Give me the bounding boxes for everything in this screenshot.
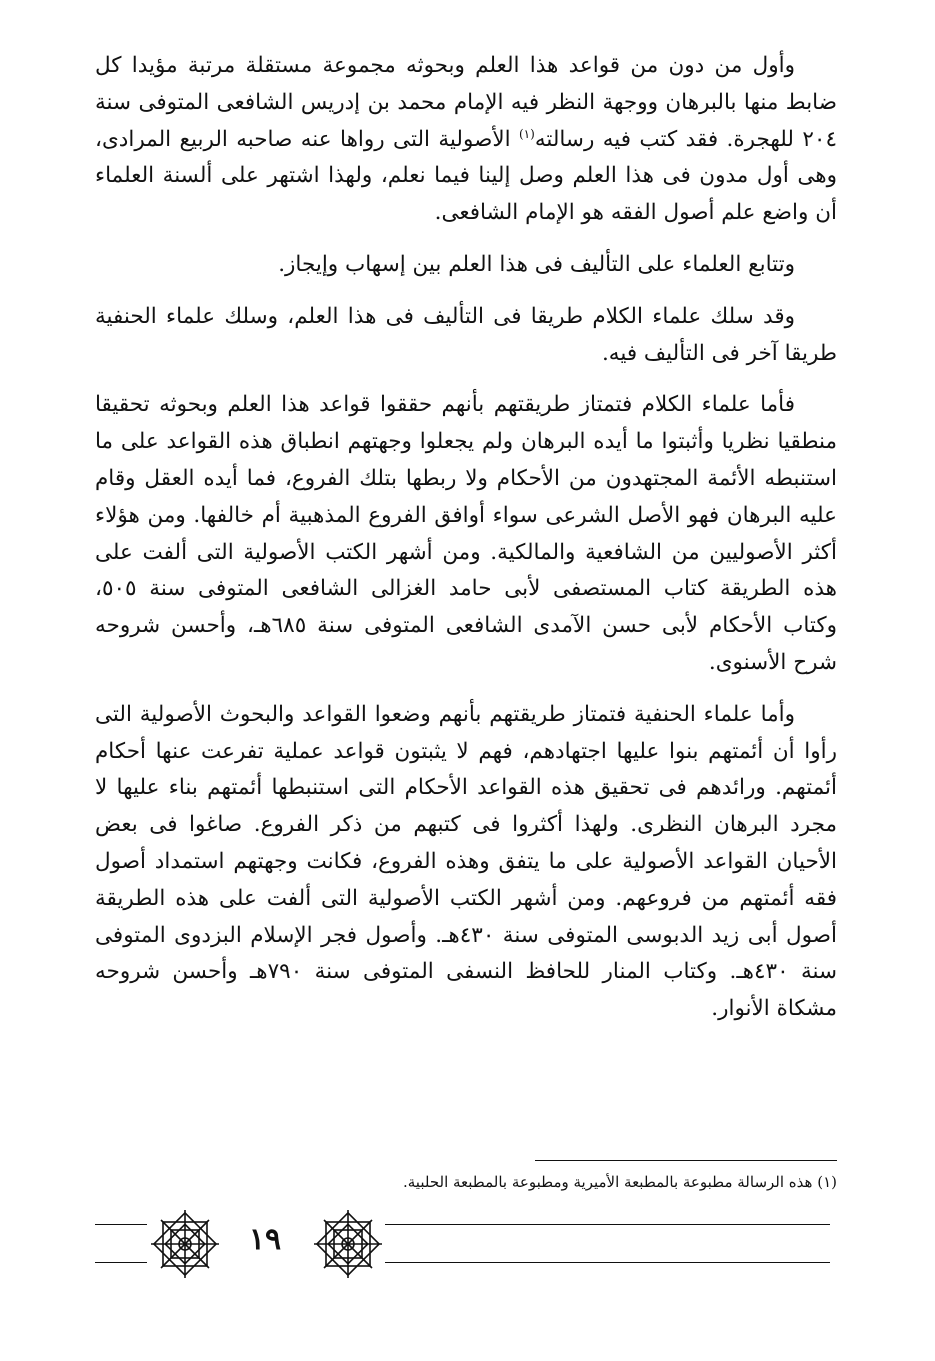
footer-line-right-top xyxy=(385,1224,830,1225)
paragraph-1 xyxy=(95,48,837,232)
paragraph-3: وقد سلك علماء الكلام طريقا فى التأليف فى هذا العلم، وسلك علماء الحنفية طريقا آخر فى التأليف فيه. xyxy=(95,303,837,366)
footnote-text: (١) هذه الرسالة مطبوعة بالمطبعة الأميرية ومطبوعة بالمطبعة الحلبية. xyxy=(402,1173,837,1191)
footnote-divider xyxy=(535,1160,837,1161)
paragraph-2: وتتابع العلماء على التأليف فى هذا العلم بين إسهاب وإيجاز. xyxy=(278,251,795,277)
paragraph-5: وأما علماء الحنفية فتمتاز طريقتهم بأنهم وضعوا القواعد والبحوث الأصولية التى رأوا أن أئمتهم بنوا عليها اجتهادهم، فهم لا يثبتون قواعد عملية تفرعت عنها أحكام أئمتهم. ورائدهم فى تحقيق هذه القواعد الأحكام التى استنبطها أئمتهم بناء عليها لا مجرد البرهان النظرى. ولهذا أكثروا فى كتبهم من ذكر الفروع. صاغوا فى بعض الأحيان القواعد الأصولية على ما يتفق وهذه الفروع، فكانت وجهتهم استمداد أصول فقه أئمتهم من فروعهم. ومن أشهر الكتب الأصولية التى ألفت على هذه الطريقة أصول أبى زيد الدبوسى المتوفى سنة ٤٣٠هـ. وأصول فجر الإسلام البزدوى المتوفى سنة ٤٣٠هـ. وكتاب المنار للحافظ النسفى المتوفى سنة ٧٩٠هـ وأحسن شروحه مشكاة الأنوار. xyxy=(95,701,837,1022)
page-number: ١٩ xyxy=(248,1222,282,1257)
footer-line-right-bottom xyxy=(385,1262,830,1263)
footer-line-left-top xyxy=(95,1224,147,1225)
page-body xyxy=(95,48,837,1043)
footnote-reference[interactable]: (١) xyxy=(518,126,535,141)
footer-line-left-bottom xyxy=(95,1262,147,1263)
paragraph-1-after: الأصولية التى رواها عنه صاحبه الربيع المرادى، وهى أول مدون فى هذا العلم وصل إلينا فيما نعلم، ولهذا اشتهر على ألسنة العلماء أن واضع علم أصول الفقه هو الإمام الشافعى. xyxy=(95,126,837,226)
star-octagon-ornament-icon xyxy=(145,1204,225,1284)
paragraph-4: فأما علماء الكلام فتمتاز طريقتهم بأنهم حققوا قواعد هذا العلم وبحوثه تحقيقا منطقيا نظريا وأثبتوا ما أيده البرهان ولم يجعلوا وجهتهم انطباق هذه القواعد على ما استنبطه الأئمة المجتهدون من الأحكام ولا ربطها بتلك الفروع، فما أيده العقل وقام عليه البرهان فهو الأصل الشرعى سواء أوافق الفروع المذهبية أم خالفها. ومن هؤلاء أكثر الأصوليين من الشافعية والمالكية. ومن أشهر الكتب الأصولية التى ألفت على هذه الطريقة كتاب المستصفى لأبى حامد الغزالى الشافعى المتوفى سنة ٥٠٥، وكتاب الأحكام لأبى حسن الآمدى الشافعى المتوفى سنة ٦٨٥هـ، وأحسن شروحه شرح الأسنوى. xyxy=(95,392,837,675)
paragraph-1-before: وأول من دون من قواعد هذا العلم وبحوثه مجموعة مستقلة مرتبة مؤيدا كل ضابط منها بالبرهان ووجهة النظر فيه الإمام محمد بن إدريس الشافعى المتوفى سنة ٢٠٤ للهجرة. فقد كتب فيه رسالته xyxy=(95,53,838,152)
star-octagon-ornament-icon xyxy=(308,1204,388,1284)
